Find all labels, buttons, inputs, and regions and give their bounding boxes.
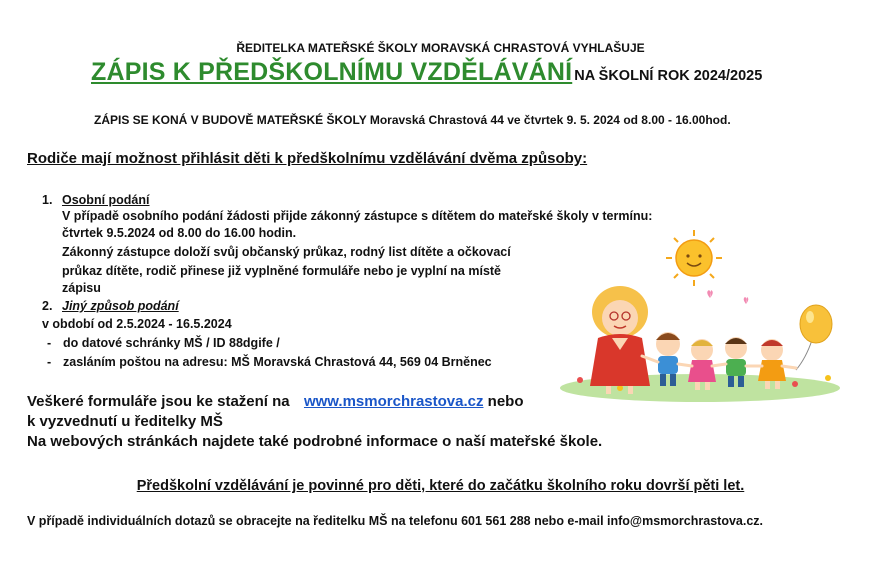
location-info: ZÁPIS SE KONÁ V BUDOVĚ MATEŘSKÉ ŠKOLY Moravská Chrastová 44 ve čtvrtek 9. 5. 2024 od 8.00 - 16.00hod. — [94, 113, 731, 127]
forms-prefix: Veškeré formuláře jsou ke stažení na — [27, 393, 290, 410]
forms-line3: Na webových stránkách najdete také podrobné informace o naší mateřské škole. — [27, 433, 603, 450]
forms-line — [27, 393, 524, 410]
item1-line: Zákonný zástupce doloží svůj občanský průkaz, rodný list dítěte a očkovací — [62, 245, 511, 259]
contact-info: V případě individuálních dotazů se obracejte na ředitelku MŠ na telefonu 601 561 288 nebo e-mail info@msmorchrastova.cz. — [27, 514, 764, 528]
website-link[interactable]: www.msmorchrastova.cz — [303, 393, 484, 410]
item2-period: v období od 2.5.2024 - 16.5.2024 — [42, 317, 232, 331]
children-illustration — [560, 228, 850, 403]
page-title: ZÁPIS K PŘEDŠKOLNÍMU VZDĚLÁVÁNÍ — [91, 58, 573, 86]
item2-title: Jiný způsob podání — [62, 299, 179, 313]
mandatory-notice: Předškolní vzdělávání je povinné pro děti, které do začátku školního roku dovrší pěti let. — [136, 478, 745, 494]
announcement-heading: ŘEDITELKA MATEŘSKÉ ŠKOLY MORAVSKÁ CHRASTOVÁ VYHLAŠUJE — [236, 41, 645, 55]
item1-line: průkaz dítěte, rodič přinese již vyplněné formuláře nebo je vyplní na místě — [62, 264, 502, 278]
item1-line: V případě osobního podání žádosti přijde zákonný zástupce s dítětem do mateřské školy v termínu: — [62, 209, 653, 223]
item1-line: čtvrtek 9.5.2024 od 8.00 do 16.00 hodin. — [62, 226, 297, 240]
butterfly-icon — [707, 290, 748, 304]
section-heading: Rodiče mají možnost přihlásit děti k předškolnímu vzdělávání dvěma způsoby: — [27, 150, 588, 167]
balloon-icon — [796, 305, 832, 370]
item1-line: zápisu — [62, 281, 101, 295]
teacher-figure — [590, 286, 650, 394]
school-year: NA ŠKOLNÍ ROK 2024/2025 — [574, 68, 763, 84]
item1-number: 1. — [42, 193, 53, 207]
bullet-dash: - — [47, 336, 52, 350]
sun-icon — [666, 230, 722, 286]
forms-line2: k vyzvednutí u ředitelky MŠ — [27, 413, 223, 430]
forms-suffix: nebo — [487, 393, 524, 410]
item1-title: Osobní podání — [62, 193, 150, 207]
bullet-dash: - — [47, 355, 52, 369]
item2-number: 2. — [42, 299, 53, 313]
bullet-item: zasláním poštou na adresu: MŠ Moravská Chrastová 44, 569 04 Brněnec — [63, 355, 492, 369]
bullet-item: do datové schránky MŠ / ID 88dgife / — [63, 336, 280, 350]
title-row — [91, 58, 762, 87]
